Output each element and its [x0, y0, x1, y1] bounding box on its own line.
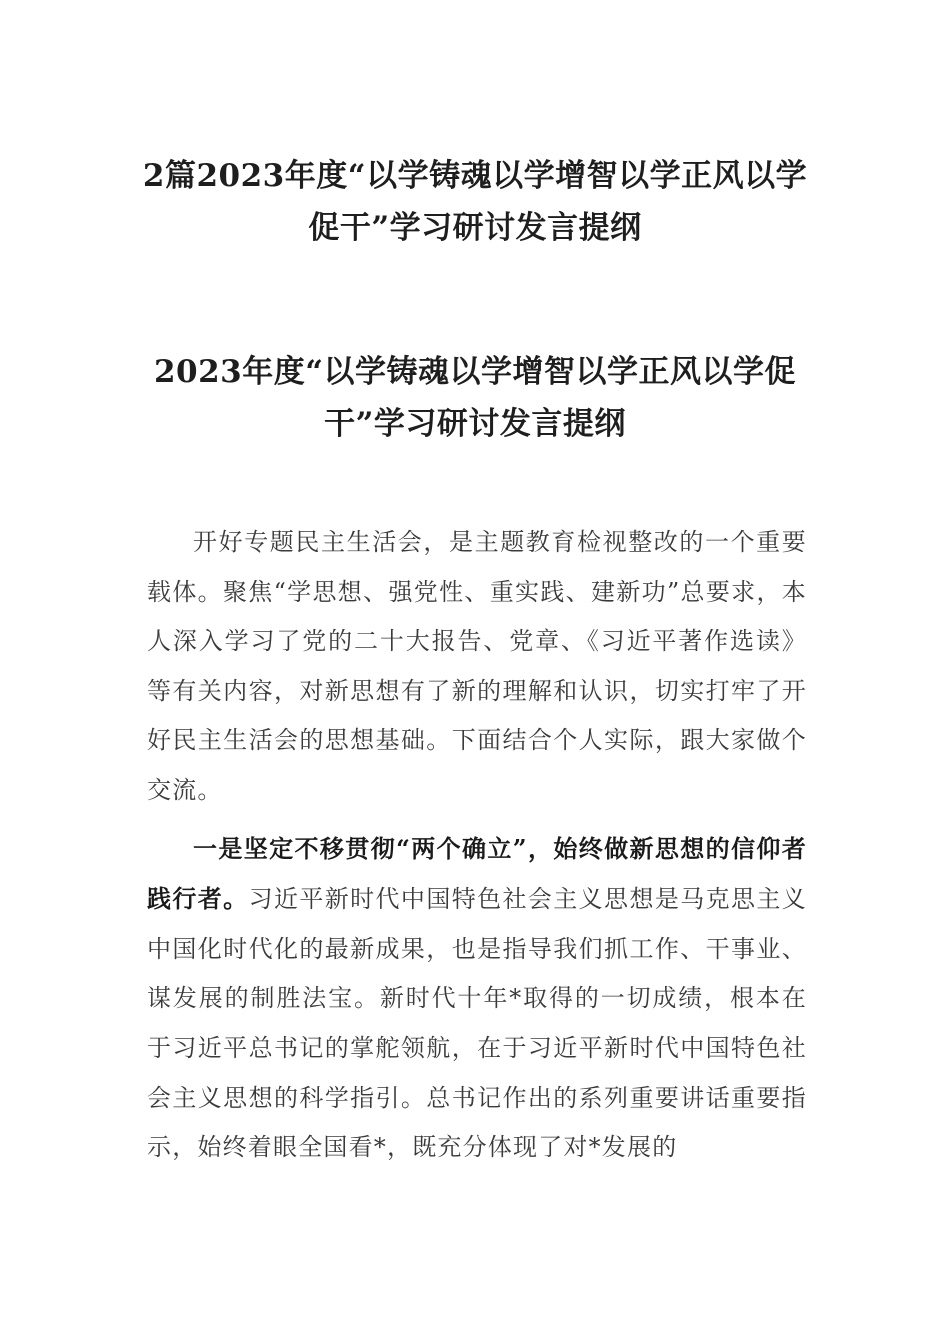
paragraph-point-one: [147, 824, 807, 1173]
paragraph-lead-heading: 一是坚定不移贯彻“两个确立”，始终做新思想的信仰者践行者。: [147, 833, 807, 914]
document-sub-title: 2023年度“以学铸魂以学增智以学正风以学促干”学习研讨发言提纲: [153, 354, 797, 442]
paragraph-intro: [147, 518, 807, 816]
document-main-title: 2篇2023年度“以学铸魂以学增智以学正风以学促干”学习研讨发言提纲: [142, 158, 808, 246]
paragraph-text: 习近平新时代中国特色社会主义思想是马克思主义中国化时代化的最新成果，也是指导我们抓工作、干事业、谋发展的制胜法宝。新时代十年*取得的一切成绩，根本在于习近平总书记的掌舵领航，在于习近平新时代中国特色社会主义思想的科学指引。总书记作出的系列重要讲话重要指示，始终着眼全国看*，既充分体现了对*发展的: [147, 885, 807, 1162]
paragraph-text: 开好专题民主生活会，是主题教育检视整改的一个重要载体。聚焦“学思想、强党性、重实践、建新功”总要求，本人深入学习了党的二十大报告、党章、《习近平著作选读》等有关内容，对新思想有了新的理解和认识，切实打牢了开好民主生活会的思想基础。下面结合个人实际，跟大家做个交流。: [147, 528, 807, 804]
document-body: [147, 518, 807, 1173]
